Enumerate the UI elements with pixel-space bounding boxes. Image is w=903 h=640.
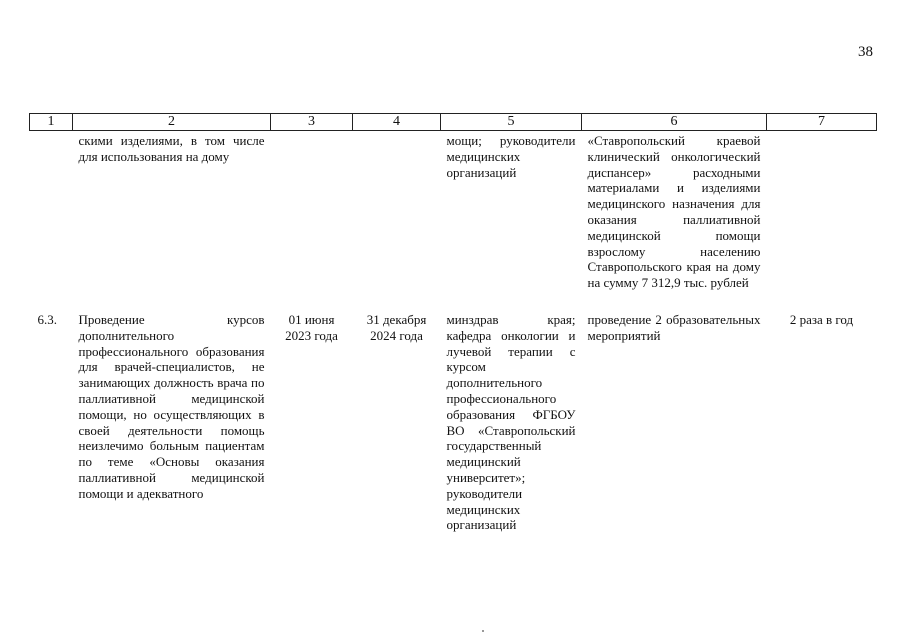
cell-item-number: 6.3. [37, 311, 57, 327]
column-number-header [30, 114, 877, 131]
cell-end-date [353, 131, 441, 291]
cell-frequency: 2 раза в год [789, 311, 854, 327]
cell-frequency [767, 131, 877, 291]
column-header-2: 2 [73, 114, 271, 131]
cell-start-date: 01 июня 2023 года [285, 311, 338, 343]
column-header-7: 7 [767, 114, 877, 131]
scan-speck [482, 630, 484, 632]
cell-responsible: минздрав края; кафедра онкологии и лучевой терапии с курсом дополнительного профессионального образования ФГБОУ ВО «Ставропольский государственный медицинский университет»; руководители медицинских организаций [446, 311, 576, 533]
column-header-4: 4 [353, 114, 441, 131]
cell-item-number [30, 131, 73, 291]
column-header-6: 6 [582, 114, 767, 131]
column-header-5: 5 [441, 114, 582, 131]
column-header-1: 1 [30, 114, 73, 131]
measures-table [29, 113, 877, 533]
cell-responsible: мощи; руководители медицинских организаций [446, 133, 576, 180]
cell-result: «Ставропольский краевой клинический онкологический диспансер» расходными материалами и изделиями медицинского назначения для оказания паллиативной медицинской помощи взрослому населению Ставропольского края на дому на сумму 7 312,9 тыс. рублей [587, 133, 761, 291]
table-row-continuation [30, 131, 877, 291]
table-row-6-3 [30, 311, 877, 533]
row-spacer [30, 291, 877, 311]
page-number: 38 [858, 44, 873, 60]
cell-measure-name: Проведение курсов дополнительного профессионального образования для врачей-специалистов, не занимающих должность врача по паллиативной медицинской помощи, но осуществляющих в своей деятельности помощь неизлечимо больным пациентам по теме «Основы оказания паллиативной медицинской помощи и адекватного [78, 311, 265, 501]
column-header-3: 3 [271, 114, 353, 131]
cell-result: проведение 2 образовательных мероприятий [587, 311, 761, 343]
cell-start-date [271, 131, 353, 291]
cell-end-date: 31 декабря 2024 года [366, 311, 427, 343]
cell-measure-name: скими изделиями, в том числе для использования на дому [78, 133, 265, 164]
